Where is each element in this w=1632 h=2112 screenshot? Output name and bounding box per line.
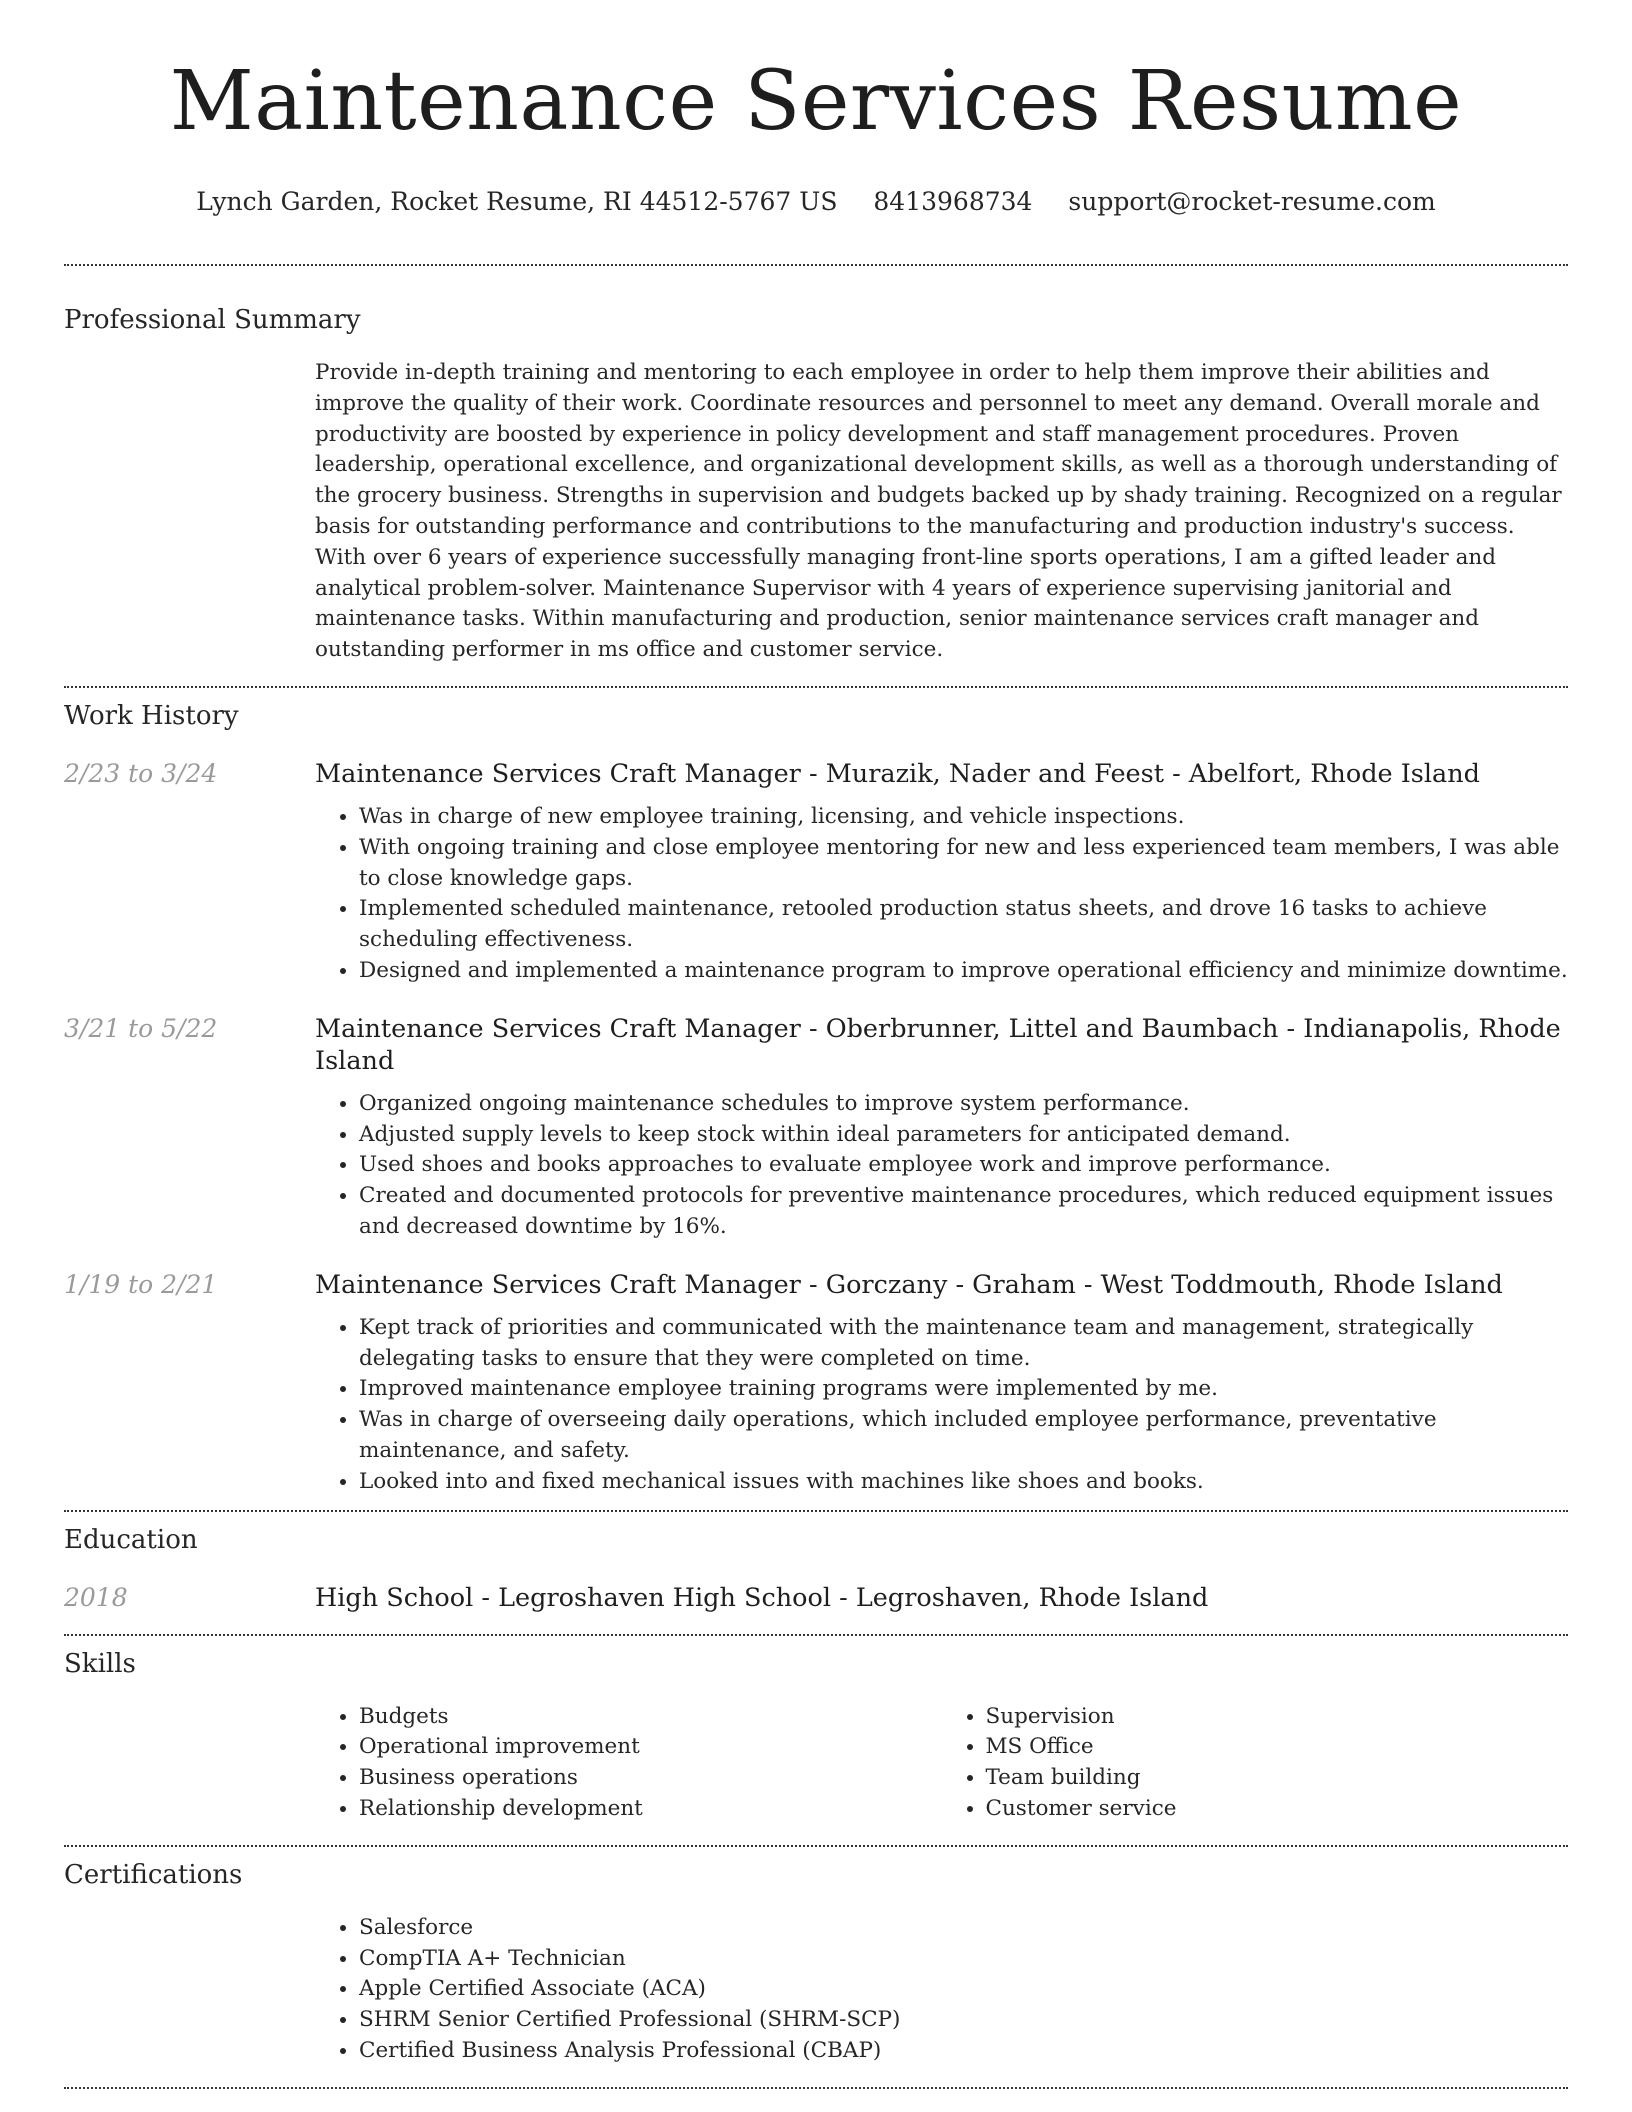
certification-item: • Salesforce (359, 1913, 1568, 1944)
certification-item: • Certified Business Analysis Professional (CBAP) (359, 2036, 1568, 2067)
job-bullet: • Improved maintenance employee training programs were implemented by me. (359, 1374, 1568, 1405)
job-entry (64, 1269, 1568, 1498)
job-bullets (315, 802, 1568, 987)
resume-title: Maintenance Services Resume (169, 54, 1463, 149)
education-heading: Education (64, 1524, 198, 1555)
summary-text: Provide in-depth training and mentoring to each employee in order to help them improve their abilities and improve the quality of their work. Coordinate resources and personnel to meet any demand. Overall morale and productivity are boosted by experience in policy development and staff management procedures. Proven leadership, operational excellence, and organizational development skills, as well as a thorough understanding of the grocery business. Strengths in supervision and budgets backed up by shady training. Recognized on a regular basis for outstanding performance and contributions to the manufacturing and production industry's success. With over 6 years of experience successfully managing front-line sports operations, I am a gifted leader and analytical problem-solver. Maintenance Supervisor with 4 years of experience supervising janitorial and maintenance tasks. Within manufacturing and production, senior maintenance services craft manager and outstanding performer in ms office and customer service. (315, 360, 1562, 663)
contact-phone: 8413968734 (873, 187, 1033, 216)
work-history-section (64, 688, 1568, 1498)
contact-email: support@rocket-resume.com (1068, 187, 1436, 216)
skill-item: • Relationship development (359, 1794, 942, 1825)
certifications-section (64, 1847, 1568, 2067)
job-bullet: • Implemented scheduled maintenance, retooled production status sheets, and drove 16 tasks to achieve scheduling effectiveness. (359, 894, 1568, 956)
job-title: Maintenance Services Craft Manager - Oberbrunner, Littel and Baumbach - Indianapolis, Rhode Island (315, 1013, 1561, 1076)
job-bullet: • Organized ongoing maintenance schedules to improve system performance. (359, 1089, 1568, 1120)
job-bullets (315, 1313, 1568, 1498)
job-dates: 1/19 to 2/21 (64, 1269, 218, 1299)
contact-line (64, 186, 1568, 218)
contact-address: Lynch Garden, Rocket Resume, RI 44512-5767 US (196, 187, 838, 216)
skill-item: • MS Office (986, 1732, 1569, 1763)
education-year: 2018 (64, 1582, 128, 1612)
skill-item: • Team building (986, 1763, 1569, 1794)
skills-list-right (942, 1702, 1569, 1825)
certification-item: • CompTIA A+ Technician (359, 1944, 1568, 1975)
skills-section (64, 1636, 1568, 1825)
job-bullet: • Kept track of priorities and communicated with the maintenance team and management, strategically delegating tasks to ensure that they were completed on time. (359, 1313, 1568, 1375)
skills-heading: Skills (64, 1648, 136, 1679)
skill-item: • Business operations (359, 1763, 942, 1794)
job-bullet: • Was in charge of overseeing daily operations, which included employee performance, preventative maintenance, and safety. (359, 1405, 1568, 1467)
skill-item: • Operational improvement (359, 1732, 942, 1763)
summary-section (64, 266, 1568, 666)
job-bullet: • Used shoes and books approaches to evaluate employee work and improve performance. (359, 1150, 1568, 1181)
job-entry (64, 1013, 1568, 1243)
job-title: Maintenance Services Craft Manager - Murazik, Nader and Feest - Abelfort, Rhode Island (315, 758, 1480, 789)
job-bullet: • Looked into and fixed mechanical issues with machines like shoes and books. (359, 1467, 1568, 1498)
work-history-heading: Work History (64, 700, 239, 731)
certification-item: • Apple Certified Associate (ACA) (359, 1974, 1568, 2005)
certification-item: • SHRM Senior Certified Professional (SHRM-SCP) (359, 2005, 1568, 2036)
education-section (64, 1512, 1568, 1614)
summary-heading: Professional Summary (64, 305, 361, 335)
job-bullet: • With ongoing training and close employee mentoring for new and less experienced team members, I was able to close knowledge gaps. (359, 833, 1568, 895)
section-divider (64, 2087, 1568, 2089)
skill-item: • Customer service (986, 1794, 1569, 1825)
skills-list-left (315, 1702, 942, 1825)
job-dates: 2/23 to 3/24 (64, 758, 218, 788)
education-entry: High School - Legroshaven High School - Legroshaven, Rhode Island (315, 1582, 1209, 1613)
certifications-heading: Certifications (64, 1859, 243, 1890)
certifications-list (315, 1913, 1568, 2067)
job-bullet: • Adjusted supply levels to keep stock within ideal parameters for anticipated demand. (359, 1120, 1568, 1151)
job-bullet: • Was in charge of new employee training, licensing, and vehicle inspections. (359, 802, 1568, 833)
job-bullet: • Designed and implemented a maintenance program to improve operational efficiency and minimize downtime. (359, 956, 1568, 987)
skill-item: • Supervision (986, 1702, 1569, 1733)
job-title: Maintenance Services Craft Manager - Gorczany - Graham - West Toddmouth, Rhode Island (315, 1269, 1503, 1300)
job-dates: 3/21 to 5/22 (64, 1013, 218, 1043)
skill-item: • Budgets (359, 1702, 942, 1733)
job-bullets (315, 1089, 1568, 1243)
job-bullet: • Created and documented protocols for preventive maintenance procedures, which reduced equipment issues and decreased downtime by 16%. (359, 1181, 1568, 1243)
job-entry (64, 758, 1568, 987)
